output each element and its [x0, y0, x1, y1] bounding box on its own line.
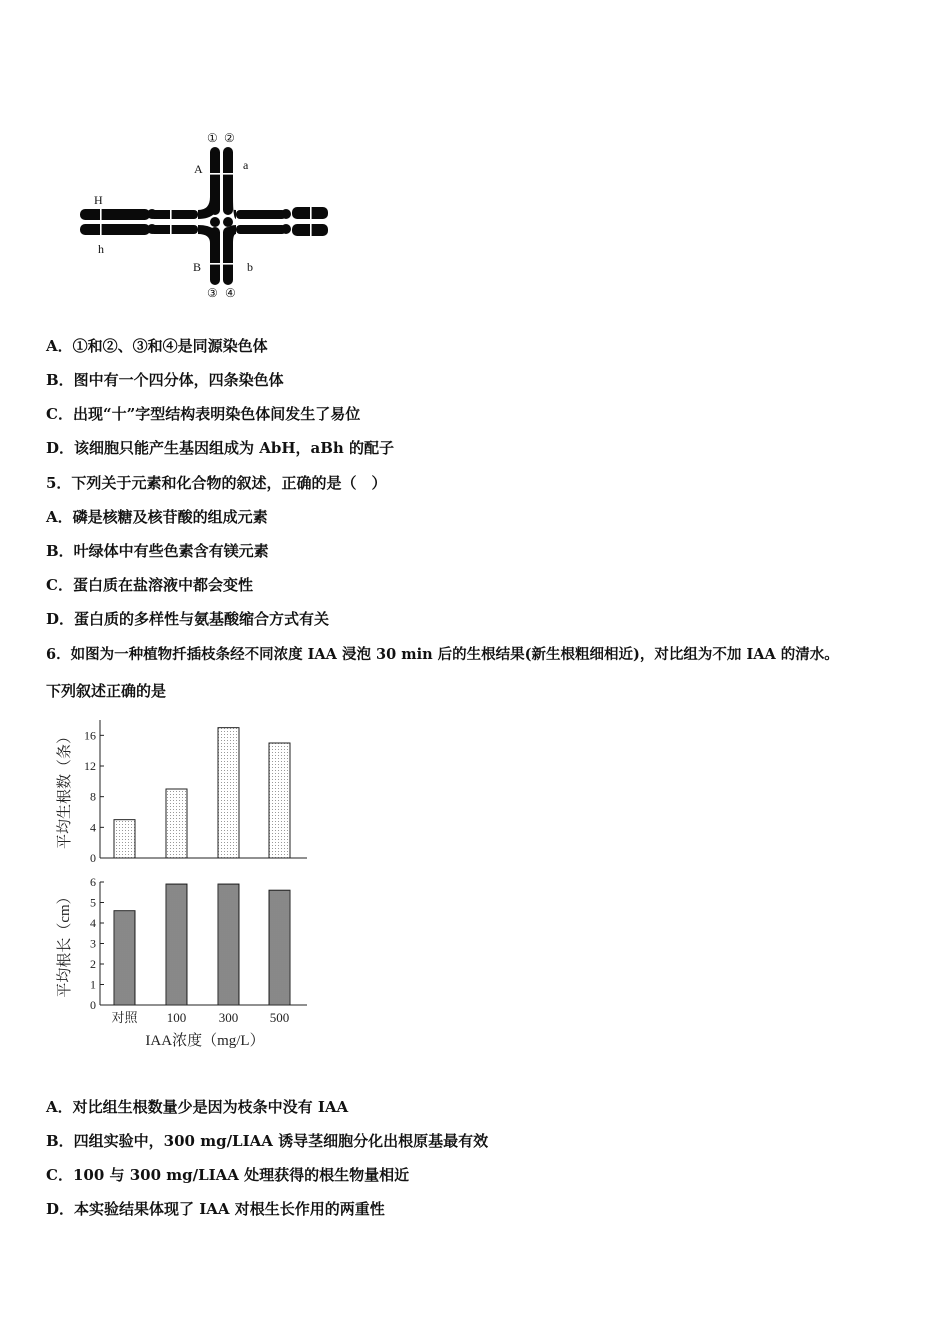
q6-stem-line1: 6．如图为一种植物扦插枝条经不同浓度 IAA 浸泡 30 min 后的生根结果(新生根粗细相近)，对比组为不加 IAA 的清水。: [46, 646, 839, 663]
q4-option-d: D．该细胞只能产生基因组成为 AbH，aBh 的配子: [46, 439, 395, 457]
chromosome-cross-figure: [70, 125, 340, 310]
y-tick-label: 12: [84, 759, 96, 773]
q4-option-c: C．出现“十”字型结构表明染色体间发生了易位: [46, 405, 361, 423]
bar-0: [114, 911, 135, 1005]
label-gene-B: B: [193, 260, 202, 274]
q6-option-c: C．100 与 300 mg/LIAA 处理获得的根生物量相近: [46, 1166, 410, 1184]
y-axis-label: 平均生根数（条）: [57, 728, 73, 850]
q6-stem-line2: 下列叙述正确的是: [46, 682, 167, 700]
y-tick-label: 2: [90, 957, 96, 971]
q6-option-b: B．四组实验中，300 mg/LIAA 诱导茎细胞分化出根原基最有效: [46, 1132, 489, 1150]
bar-2: [218, 728, 239, 858]
q6-option-a: A．对比组生根数量少是因为枝条中没有 IAA: [46, 1098, 349, 1116]
y-axis-label: 平均根长（cm）: [57, 889, 73, 998]
q5-option-b: B．叶绿体中有些色素含有镁元素: [46, 542, 269, 560]
x-tick-label: 500: [269, 1010, 290, 1025]
bar-1: [166, 884, 187, 1005]
y-tick-label: 5: [90, 895, 96, 910]
label-circle-4: ④: [225, 286, 236, 300]
label-gene-A: A: [194, 162, 203, 176]
y-tick-label: 1: [90, 977, 96, 992]
bar-3: [269, 890, 290, 1005]
chart-root-number: [55, 720, 307, 865]
q6-option-d: D．本实验结果体现了 IAA 对根生长作用的两重性: [46, 1200, 385, 1218]
q5-option-d: D．蛋白质的多样性与氨基酸缩合方式有关: [46, 610, 330, 628]
y-tick-label: 8: [90, 789, 96, 804]
bar-1: [166, 789, 187, 858]
label-circle-3: ③: [207, 286, 218, 300]
bar-2: [218, 884, 239, 1005]
y-tick-label: 6: [90, 875, 96, 889]
chart-root-length: [55, 875, 307, 1049]
q5-option-a: A．磷是核糖及核苷酸的组成元素: [46, 508, 268, 526]
y-tick-label: 16: [84, 728, 96, 743]
label-gene-h: h: [98, 242, 104, 256]
q5-option-c: C．蛋白质在盐溶液中都会变性: [46, 576, 253, 594]
label-gene-H: H: [94, 193, 103, 207]
q4-option-b: B．图中有一个四分体，四条染色体: [46, 371, 284, 389]
iaa-bar-charts: [55, 712, 325, 1057]
bar-0: [114, 820, 135, 858]
y-tick-label: 0: [90, 851, 96, 865]
label-circle-1: ①: [207, 131, 218, 145]
y-tick-label: 4: [90, 916, 96, 930]
y-tick-label: 4: [90, 820, 96, 835]
bar-3: [269, 743, 290, 858]
x-tick-label: 300: [218, 1010, 239, 1025]
label-circle-2: ②: [224, 131, 235, 145]
x-axis-label: IAA浓度（mg/L）: [145, 1033, 265, 1049]
q5-stem: 5．下列关于元素和化合物的叙述，正确的是（ ）: [46, 474, 387, 492]
x-tick-label: 对照: [111, 1010, 138, 1025]
y-tick-label: 0: [90, 998, 96, 1012]
chromosome-shapes: [80, 147, 328, 285]
label-gene-a: a: [243, 158, 249, 172]
x-tick-label: 100: [166, 1010, 187, 1025]
y-tick-label: 3: [90, 936, 96, 951]
label-gene-b: b: [247, 260, 253, 274]
q4-option-a: A．①和②、③和④是同源染色体: [46, 337, 268, 355]
